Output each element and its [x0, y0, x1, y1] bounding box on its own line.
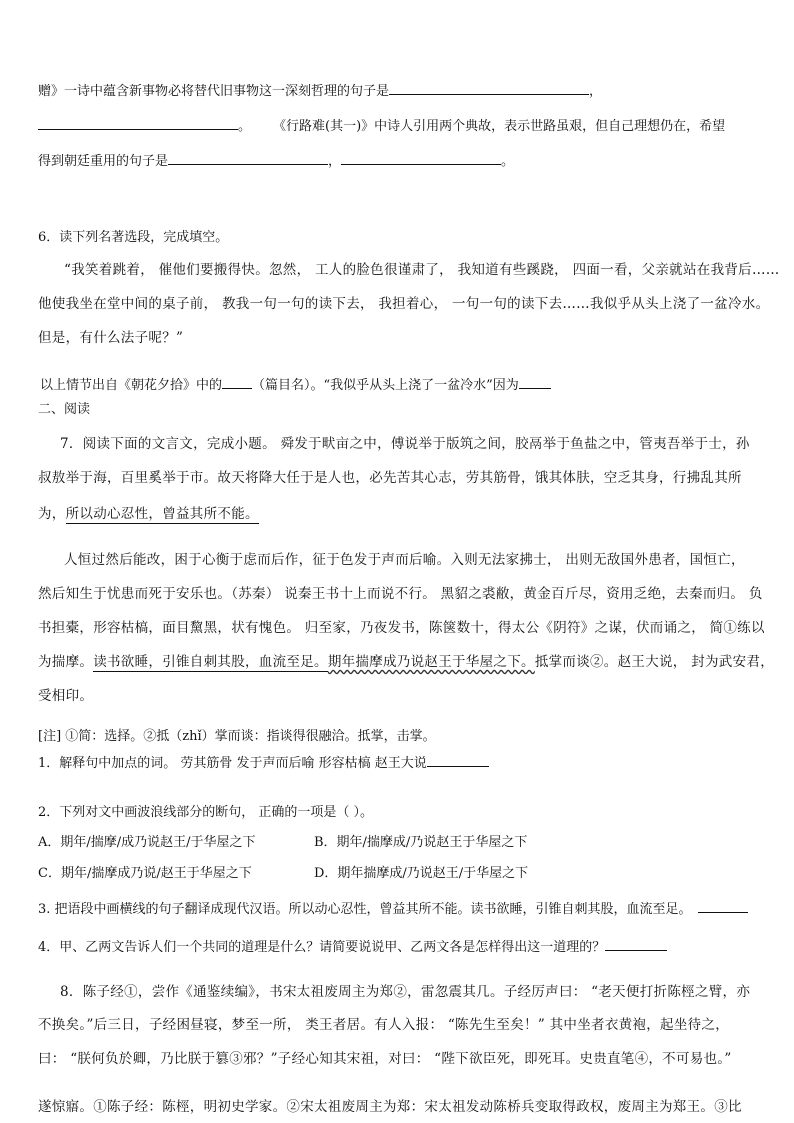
- underlined-sentence: 所以动心忍性，曾益其所不能。: [65, 506, 259, 522]
- q5-text: ，: [589, 84, 603, 99]
- q7-option-a[interactable]: A．期年/揣摩/成乃说赵王/于华屋之下: [38, 835, 256, 850]
- q5-text: 。: [501, 154, 515, 169]
- q6-title: 6．读下列名著选段，完成填空。: [38, 230, 229, 245]
- q5-line-3: [38, 150, 514, 172]
- q8-passage-line: 不换矣。”后三日，子经困昼寝，梦至一所， 类王者居。有人入报： “陈先生至矣！” 其中坐者衣黄袍，起坐待之，: [38, 1017, 730, 1033]
- q5-line-2: [38, 115, 725, 137]
- answer-blank[interactable]: [168, 150, 328, 165]
- q7-text: 为，: [38, 506, 66, 522]
- q5-text: 《行路难(其一)》中诗人引用两个典故，表示世路虽艰，但自己理想仍在，希望: [273, 119, 726, 134]
- q7-sub3: [38, 898, 748, 920]
- q7-option-d[interactable]: D．期年揣摩成/乃说赵王/于华屋之下: [314, 866, 529, 881]
- q7-sub2: 2．下列对文中画波浪线部分的断句， 正确的一项是（ ）。: [38, 805, 374, 820]
- q7-passage-line: 受相印。: [38, 688, 94, 704]
- underlined-sentence: 读书欲睡，引锥自刺其股，血流至足。: [93, 654, 328, 670]
- q6-text: 以上情节出自《朝花夕拾》中的: [40, 378, 223, 393]
- q5-text: ，: [328, 154, 342, 169]
- q7-passage-line: 人恒过然后能改，困于心衡于虑而后作，征于色发于声而后喻。入则无法家拂士， 出则无敌国外患者，国恒亡，: [64, 552, 745, 568]
- q8-passage-line: 8．陈子经①，尝作《通鉴续编》，书宋太祖废周主为郑②，雷忽震其几。子经厉声曰： “老天便打折陈桱之臂，亦: [60, 984, 751, 1000]
- q7-option-c[interactable]: C．期年/揣摩成乃说/赵王于华屋之下: [38, 866, 252, 881]
- q6-text: （篇目名）。“我似乎从头上浇了一盆冷水”因为: [252, 378, 519, 393]
- q6-passage-line: “我笑着跳着， 催他们要搬得快。忽然， 工人的脸色很谨肃了， 我知道有些蹊跷， 四面一看，父亲就站在我背后……: [64, 262, 780, 278]
- q7-passage-line: 然后知生于忧患而死于安乐也。（苏秦） 说秦王书十上而说不行。 黑貂之裘敝，黄金百斤尽，资用乏绝，去秦而归。 负: [38, 586, 763, 602]
- answer-blank[interactable]: [698, 898, 748, 913]
- q6-fill: [40, 374, 551, 396]
- answer-blank[interactable]: [389, 80, 589, 95]
- q6-passage-line: 但是，有什么法子呢？”: [38, 330, 184, 346]
- answer-blank[interactable]: [605, 936, 667, 951]
- q6-passage-line: 他使我坐在堂中间的桌子前， 教我一句一句的读下去， 我担着心， 一句一句的读下去……我似乎从头上浇了一盆冷水。: [38, 296, 770, 312]
- q7-text: 为揣摩。: [38, 654, 94, 670]
- q7-sub1: [38, 752, 489, 774]
- q5-line-1: [38, 80, 602, 102]
- q5-text: 赠》一诗中蕴含新事物必将替代旧事物这一深刻哲理的句子是: [38, 84, 390, 99]
- q7-passage-line: [38, 504, 259, 524]
- q7-note: [注] ①简：选择。②抵（zhǐ）掌而谈：指谈得很融洽。抵掌，击掌。: [38, 729, 436, 744]
- q7-text: 1．解释句中加点的词。 劳其筋骨 发于声而后喻 形容枯槁 赵王大说: [38, 756, 427, 771]
- q7-passage-line: [38, 652, 774, 672]
- q7-sub4: [38, 936, 667, 958]
- q5-text: 。: [238, 119, 252, 134]
- answer-blank[interactable]: [38, 115, 238, 130]
- q7-passage-line: 叔敖举于海，百里奚举于市。故天将降大任于是人也，必先苦其心志，劳其筋骨，饿其体肤，空乏其身，行拂乱其所: [38, 470, 742, 486]
- q8-passage-line: 遂惊寤。①陈子经：陈桱，明初史学家。②宋太祖废周主为郑：宋太祖发动陈桥兵变取得政权，废周主为郑王。③比: [38, 1099, 742, 1115]
- answer-blank[interactable]: [427, 752, 489, 767]
- q7-text: 4．甲、乙两文告诉人们一个共同的道理是什么？请简要说说甲、乙两文各是怎样得出这一道理的？: [38, 940, 606, 955]
- answer-blank[interactable]: [222, 374, 252, 389]
- answer-blank[interactable]: [341, 150, 501, 165]
- q8-passage-line: 曰： “朕何负於卿，乃比朕于篡③邪？”子经心知其宋祖，对曰： “陛下欲臣死，即死耳。史贵直笔④，不可易也。”: [38, 1051, 732, 1067]
- wavy-underlined-sentence: 期年揣摩成乃说赵王于华屋之下。: [327, 654, 535, 670]
- q7-passage-line: 7．阅读下面的文言文，完成小题。 舜发于畎亩之中，傅说举于版筑之间，胶鬲举于鱼盐之中，管夷吾举于士，孙: [60, 436, 750, 452]
- q5-text: 得到朝廷重用的句子是: [38, 154, 169, 169]
- q7-passage-line: 书担橐，形容枯槁，面目黧黑，状有愧色。 归至家，乃夜发书，陈箧数十，得太公《阴符》之谋，伏而诵之， 简①练以: [38, 620, 765, 636]
- q7-text: 抵掌而谈②。赵王大说， 封为武安君，: [534, 654, 775, 670]
- answer-blank[interactable]: [519, 374, 551, 389]
- section-heading: 二、阅读: [38, 402, 91, 417]
- q7-text: 3. 把语段中画横线的句子翻译成现代汉语。所以动心忍性，曾益其所不能。读书欲睡，引锥自刺其股，血流至足。: [38, 902, 692, 917]
- q7-option-b[interactable]: B．期年/揣摩成/乃说赵王于华屋之下: [314, 835, 528, 850]
